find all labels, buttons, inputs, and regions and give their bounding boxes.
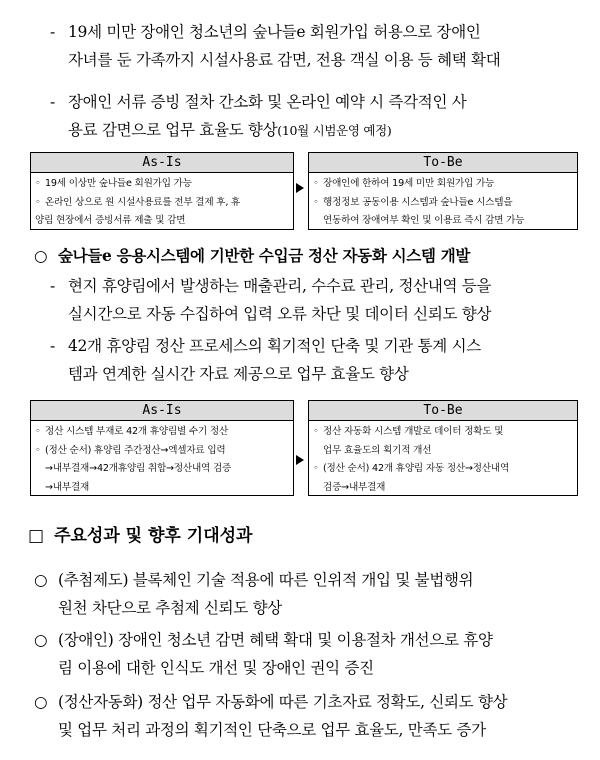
compare2-to-be-item-1-cont: 업무 효율도의 획기적 개선 xyxy=(323,444,432,456)
arrow-right-icon xyxy=(296,183,304,193)
compare1-as-is-item-1-text: 19세 이상만 숲나들e 회원가입 가능 xyxy=(45,178,192,189)
circle-marker: ○ xyxy=(34,693,48,711)
bullet-icon: ◦ xyxy=(313,426,319,437)
bullet-icon: ◦ xyxy=(35,196,41,208)
square-marker: □ xyxy=(28,526,45,546)
compare2-as-is-item-1 xyxy=(35,423,289,442)
compare1-to-be-item-1 xyxy=(313,175,573,194)
bullet-icon: ◦ xyxy=(313,178,319,189)
compare2-to-be-item-2 xyxy=(313,460,573,479)
bullet-icon: ◦ xyxy=(35,178,41,189)
section2-title-row xyxy=(34,242,594,270)
bullet-icon: ◦ xyxy=(313,196,319,208)
bullet-icon: ◦ xyxy=(35,444,41,456)
results-item-1 xyxy=(34,566,594,622)
compare2-to-be-box xyxy=(308,400,578,496)
compare2-as-is-box xyxy=(30,400,294,496)
intro-bullet-2 xyxy=(50,88,590,145)
section2-bullet-1-line1: 현지 휴양림에서 발생하는 매출관리, 수수료 관리, 정산내역 등을 xyxy=(68,277,492,295)
circle-marker: ○ xyxy=(34,571,48,589)
results-item-2-line1: (장애인) 장애인 청소년 감면 혜택 확대 및 이용절차 개선으로 휴양 xyxy=(58,631,493,649)
results-item-3 xyxy=(34,688,594,744)
compare1-to-be-title: To-Be xyxy=(309,153,577,173)
circle-marker xyxy=(34,242,47,270)
compare2-to-be-title: To-Be xyxy=(309,401,577,421)
section2-bullet-1 xyxy=(50,272,590,328)
intro-bullet-2-line2 xyxy=(50,116,590,145)
compare2-as-is-item-2 xyxy=(35,442,289,461)
compare2-as-is-item-2-text: (정산 순서) 휴양림 주간정산→엑셀자료 입력 xyxy=(45,444,226,456)
section2-bullet-2-line1: 42개 휴양림 정산 프로세스의 획기적인 단축 및 기관 통계 시스 xyxy=(68,337,481,355)
section2-title: 숲나들e 응용시스템에 기반한 수입금 정산 자동화 시스템 개발 xyxy=(58,246,471,265)
circle-marker: ○ xyxy=(34,631,48,649)
compare2-as-is-item-2-cont: →내부결재→42개휴양림 취합→정산내역 검증 xyxy=(45,463,232,474)
section2-bullet-2-line2: 템과 연계한 실시간 자료 제공으로 업무 효율도 향상 xyxy=(68,365,409,383)
compare2-as-is-item-1-text: 정산 시스템 부재로 42개 휴양림별 수기 정산 xyxy=(45,426,229,437)
compare2-to-be-item-2-cont: 검증→내부결재 xyxy=(323,481,386,493)
compare1-as-is-item-2-cont: 양림 현장에서 증빙서류 제출 및 감면 xyxy=(35,215,186,226)
compare1-as-is-item-1 xyxy=(35,175,289,194)
compare1-as-is-title: As-Is xyxy=(31,153,293,173)
bullet-icon: ◦ xyxy=(313,463,319,474)
results-item-2 xyxy=(34,626,594,682)
compare2-to-be-item-2-text: (정산 순서) 42개 휴양림 자동 정산→정산내역 xyxy=(323,463,510,474)
results-item-2-line2: 림 이용에 대한 인식도 개선 및 장애인 권익 증진 xyxy=(58,659,374,677)
circle-marker-glyph: ○ xyxy=(34,247,48,265)
bullet-icon: ◦ xyxy=(35,426,41,437)
dash-marker: - xyxy=(50,23,55,41)
intro-bullet-1-line1: 19세 미만 장애인 청소년의 숲나들e 회원가입 허용으로 장애인 xyxy=(68,23,481,41)
compare1-as-is-item-2 xyxy=(35,194,289,213)
results-item-3-line2: 및 업무 처리 과정의 획기적인 단축으로 업무 효율도, 만족도 증가 xyxy=(58,721,486,739)
results-item-1-line1: (추첨제도) 블록체인 기술 적용에 따른 인위적 개입 및 불법행위 xyxy=(58,571,474,589)
dash-marker: - xyxy=(50,337,55,355)
results-heading: 주요성과 및 향후 기대성과 xyxy=(54,526,253,546)
compare1-to-be-item-1-text: 장애인에 한하여 19세 미만 회원가입 가능 xyxy=(323,178,495,189)
section2-bullet-1-line2: 실시간으로 자동 수집하여 입력 오류 차단 및 데이터 신뢰도 향상 xyxy=(68,305,492,323)
compare1-to-be-box xyxy=(308,152,578,230)
results-item-3-line1: (정산자동화) 정산 업무 자동화에 따른 기초자료 정확도, 신뢰도 향상 xyxy=(58,693,508,711)
dash-marker: - xyxy=(50,277,55,295)
intro-bullet-1-line2: 자녀를 둔 가족까지 시설사용료 감면, 전용 객실 이용 등 혜택 확대 xyxy=(68,51,501,69)
results-heading-row xyxy=(28,524,252,548)
intro-bullet-2-note: (10월 시범운영 예정) xyxy=(277,123,392,138)
compare2-to-be-item-1-text: 정산 자동화 시스템 개발로 데이터 정확도 및 xyxy=(323,426,504,437)
results-item-1-line2: 원천 차단으로 추첨제 신뢰도 향상 xyxy=(58,599,282,617)
compare1-to-be-item-2-cont: 연동하여 장애여부 확인 및 이용료 즉시 감면 가능 xyxy=(323,215,525,226)
intro-bullet-2-line2-main: 용료 감면으로 업무 효율도 향상 xyxy=(68,121,278,139)
compare1-as-is-box xyxy=(30,152,294,230)
compare2-as-is-title: As-Is xyxy=(31,401,293,421)
intro-bullet-2-line1: 장애인 서류 증빙 절차 간소화 및 온라인 예약 시 즉각적인 사 xyxy=(68,93,467,111)
compare2-to-be-item-1 xyxy=(313,423,573,442)
compare1-to-be-item-2 xyxy=(313,194,573,213)
intro-bullet-1 xyxy=(50,18,590,74)
compare1-as-is-item-2-text: 온라인 상으로 원 시설사용료를 전부 결제 후, 휴 xyxy=(45,196,241,208)
arrow-right-icon xyxy=(296,455,304,465)
section2-bullet-2 xyxy=(50,332,590,388)
compare2-as-is-item-2-cont2: →내부결재 xyxy=(45,481,90,493)
dash-marker: - xyxy=(50,93,55,111)
compare1-to-be-item-2-text: 행정정보 공동이용 시스템과 숲나들e 시스템을 xyxy=(323,196,513,208)
